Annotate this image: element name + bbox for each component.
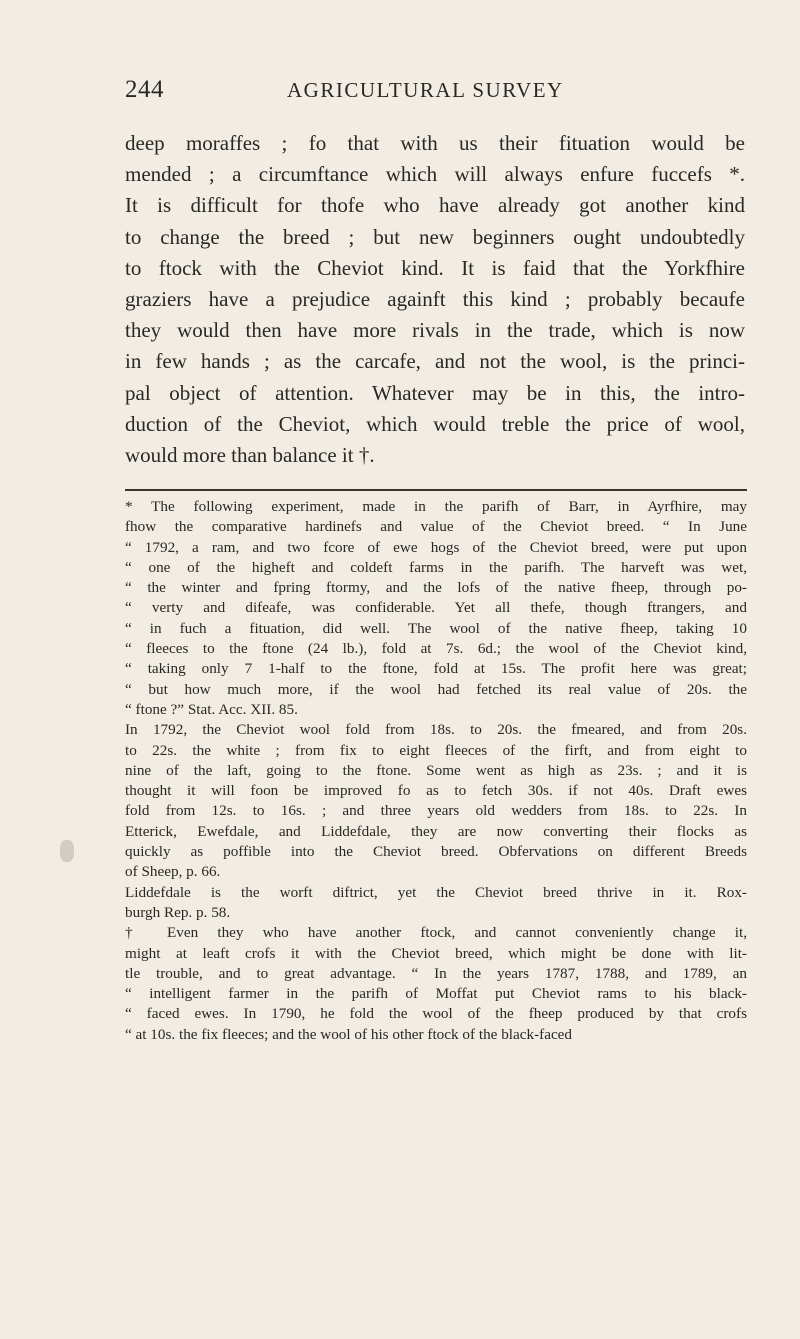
footnote-line: “ fleeces to the ftone (24 lb.), fold at 7s. 6d.; the wool of the Cheviot kind, [125,640,747,658]
footnote-line: “ faced ewes. In 1790, he fold the wool of the fheep produced by that crofs [125,1005,747,1023]
footnote-line: to 22s. the white ; from fix to eight fleeces of the firft, and from eight to [125,741,747,759]
text-line: to ftock with the Cheviot kind. It is faid that the Yorkfhire [125,255,745,280]
footnote-line: * The following experiment, made in the parifh of Barr, in Ayrfhire, may [125,498,747,515]
text-line: in few hands ; as the carcafe, and not the wool, is the princi- [125,349,745,374]
paper-stain [60,840,74,862]
text-line: mended ; a circumftance which will always enfure fuccefs *. [125,162,745,187]
text-line: to change the breed ; but new beginners ought undoubtedly [125,224,745,249]
footnote-line: “ one of the higheft and coldeft farms in the parifh. The harveft was wet, [125,558,747,576]
text-line: deep moraffes ; fo that with us their fituation would be [125,131,745,155]
footnote-line: tle trouble, and to great advantage. “ In the years 1787, 1788, and 1789, an [125,964,747,982]
footnote-line: thought it will foon be improved fo as to fetch 30s. if not 40s. Draft ewes [125,782,747,800]
footnote-divider [125,489,747,491]
footnote-line: “ but how much more, if the wool had fetched its real value of 20s. the [125,680,747,698]
text-line: they would then have more rivals in the trade, which is now [125,318,745,343]
page-number: 244 [125,76,164,103]
footnote-line: “ intelligent farmer in the parifh of Moffat put Cheviot rams to his black- [125,985,747,1003]
footnote-line: In 1792, the Cheviot wool fold from 18s. to 20s. the fmeared, and from 20s. [125,721,747,739]
footnote-line: “ the winter and fpring ftormy, and the lofs of the native fheep, through po- [125,579,747,597]
footnote-line: fhow the comparative hardinefs and value of the Cheviot breed. “ In June [125,518,747,536]
footnote-line: “ at 10s. the fix fleeces; and the wool of his other ftock of the black-faced [125,1025,573,1043]
footnote-line: Etterick, Ewefdale, and Liddefdale, they are now converting their flocks as [125,822,747,840]
footnote-line: nine of the laft, going to the ftone. Some went as high as 23s. ; and it is [125,761,747,779]
footnote-line: Liddefdale is the worft diftrict, yet the Cheviot breed thrive in it. Rox- [125,883,747,901]
footnote-line: of Sheep, p. 66. [125,863,221,881]
footnote-line: “ taking only 7 1-half to the ftone, fold at 15s. The profit here was great; [125,660,747,678]
footnote-line: “ ftone ?” Stat. Acc. XII. 85. [125,700,298,718]
text-line: graziers have a prejudice againft this kind ; probably becaufe [125,286,745,311]
footnote-line: “ in fuch a fituation, did well. The wool of the native fheep, taking 10 [125,619,747,637]
footnotes-block [125,497,747,1045]
text-line: duction of the Cheviot, which would treble the price of wool, [125,411,745,436]
text-line: would more than balance it †. [125,442,375,467]
footnote-line: quickly as poffible into the Cheviot breed. Obfervations on different Breeds [125,843,747,861]
footnote-line: burgh Rep. p. 58. [125,903,231,921]
footnote-line: “ verty and difeafe, was confiderable. Yet all thefe, though ftrangers, and [125,599,747,617]
running-head: AGRICULTURAL SURVEY [287,78,564,102]
text-line: pal object of attention. Whatever may be in this, the intro- [125,380,745,405]
footnote-line: fold from 12s. to 16s. ; and three years old wedders from 18s. to 22s. In [125,802,747,820]
text-line: It is difficult for thofe who have already got another kind [125,193,745,218]
footnote-line: † Even they who have another ftock, and cannot conveniently change it, [125,924,747,942]
page-header [125,72,745,112]
main-text-block [125,128,745,471]
footnote-line: might at leaft crofs it with the Cheviot breed, which might be done with lit- [125,944,747,962]
footnote-line: “ 1792, a ram, and two fcore of ewe hogs of the Cheviot breed, were put upon [125,538,747,556]
